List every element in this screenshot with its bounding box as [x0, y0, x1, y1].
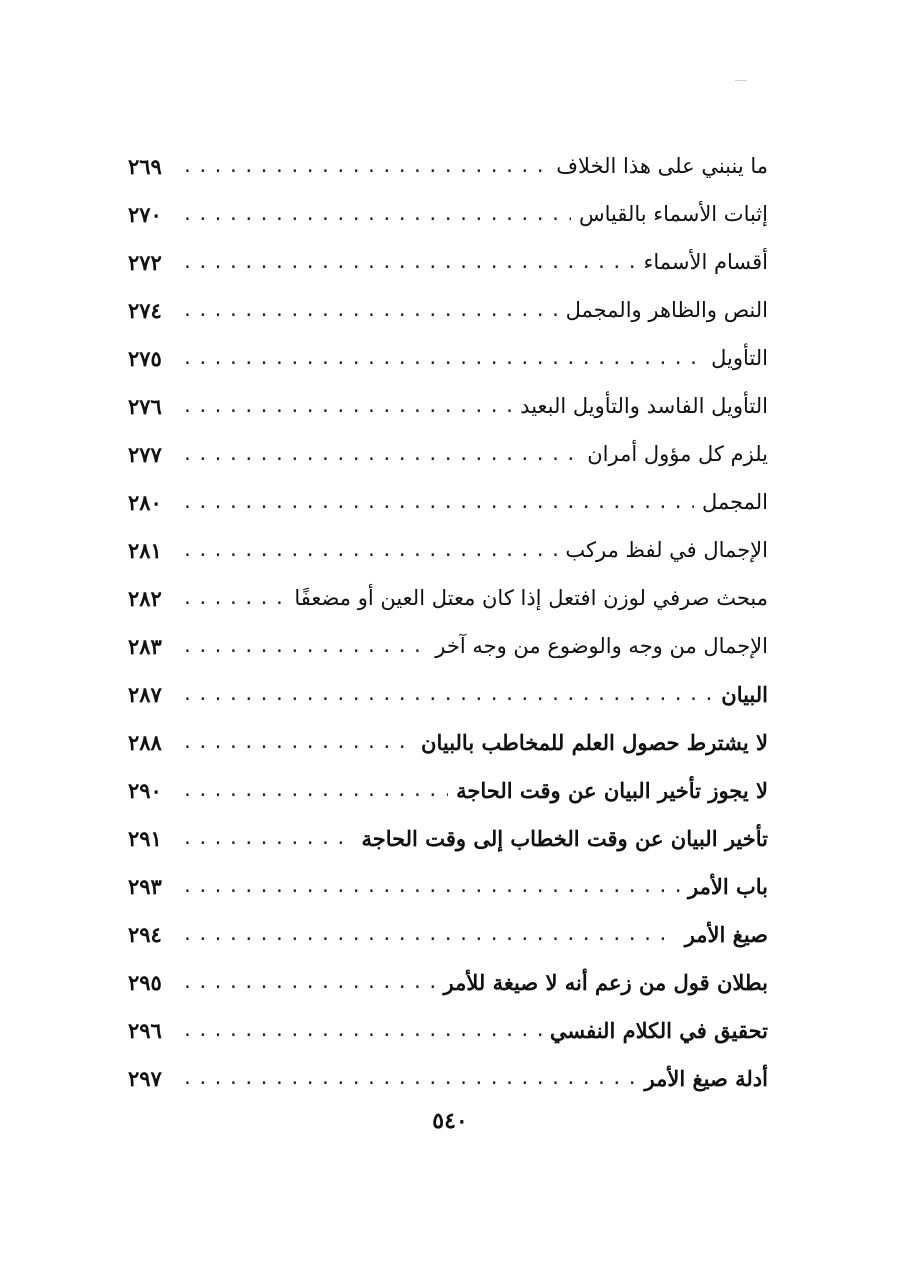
dot-leader: [182, 780, 448, 801]
toc-entry-title: تأخير البيان عن وقت الخطاب إلى وقت الحاجة: [361, 825, 768, 851]
dot-leader: [182, 444, 579, 465]
toc-page-number: ٢٧٢: [128, 249, 162, 275]
dot-leader: [182, 540, 557, 561]
toc-page-number: ٢٨٢: [128, 585, 162, 611]
toc-entry-title: النص والظاهر والمجمل: [565, 298, 768, 322]
dot-leader: [182, 156, 548, 177]
toc-row: [128, 574, 768, 622]
toc-entry-title: مبحث صرفي لوزن افتعل إذا كان معتل العين أو مضعفًا: [294, 586, 768, 610]
toc-row: [128, 958, 768, 1006]
toc-row: [128, 1006, 768, 1054]
dot-leader: [182, 684, 713, 705]
toc-entry-title: بطلان قول من زعم أنه لا صيغة للأمر: [443, 969, 768, 995]
dot-leader: [182, 1068, 637, 1089]
toc-page-number: ٢٩٣: [128, 873, 162, 899]
toc-entry-title: يلزم كل مؤول أمران: [587, 442, 768, 466]
toc-page-number: ٢٨٧: [128, 681, 162, 707]
toc-row: [128, 478, 768, 526]
dot-leader: [182, 300, 558, 321]
toc-entry-title: أدلة صيغ الأمر: [644, 1065, 768, 1091]
dot-leader: [182, 348, 703, 369]
dot-leader: [182, 204, 571, 225]
toc-entry-title: التأويل: [711, 346, 768, 370]
toc-page-number: ٢٨٣: [128, 633, 162, 659]
dot-leader: [182, 924, 677, 945]
toc-row: [128, 286, 768, 334]
scan-mark: [735, 80, 747, 81]
toc-entry-title: ما ينبني على هذا الخلاف: [556, 154, 768, 178]
dot-leader: [182, 1020, 542, 1041]
toc-row: [128, 142, 768, 190]
toc-page-number: ٢٨٠: [128, 489, 162, 515]
toc-row: [128, 190, 768, 238]
toc-page-number: ٢٧٠: [128, 201, 162, 227]
toc-page-number: ٢٧٥: [128, 345, 162, 371]
toc-row: [128, 814, 768, 862]
toc-row: [128, 718, 768, 766]
dot-leader: [182, 732, 413, 753]
toc-page-number: ٢٩٠: [128, 777, 162, 803]
toc-page-number: ٢٩٤: [128, 921, 162, 947]
toc-entry-title: باب الأمر: [688, 873, 768, 899]
toc-row: [128, 766, 768, 814]
dot-leader: [182, 972, 436, 993]
dot-leader: [182, 396, 512, 417]
toc-entry-title: التأويل الفاسد والتأويل البعيد: [520, 394, 768, 418]
dot-leader: [182, 252, 635, 273]
dot-leader: [182, 588, 286, 609]
toc-row: [128, 334, 768, 382]
toc-page-number: ٢٨١: [128, 537, 162, 563]
toc-entry-title: لا يجوز تأخير البيان عن وقت الحاجة: [456, 777, 768, 803]
toc-row: [128, 1054, 768, 1102]
toc-page-number: ٢٧٤: [128, 297, 162, 323]
toc-entry-title: الإجمال في لفظ مركب: [565, 538, 768, 562]
toc-row: [128, 430, 768, 478]
toc-entry-title: إثبات الأسماء بالقياس: [579, 202, 768, 226]
toc-row: [128, 622, 768, 670]
toc-entry-title: صيغ الأمر: [684, 921, 768, 947]
toc-entry-title: الإجمال من وجه والوضوع من وجه آخر: [435, 634, 768, 658]
dot-leader: [182, 492, 694, 513]
toc-entry-title: البيان: [721, 681, 768, 707]
page-number: ٥٤٠: [432, 1108, 468, 1134]
toc-row: [128, 238, 768, 286]
dot-leader: [182, 636, 427, 657]
toc-page-number: ٢٧٦: [128, 393, 162, 419]
toc-row: [128, 526, 768, 574]
toc-page-number: ٢٩١: [128, 825, 162, 851]
toc-row: [128, 862, 768, 910]
toc-row: [128, 910, 768, 958]
toc-entry-title: المجمل: [702, 490, 768, 514]
table-of-contents: [128, 142, 768, 1102]
dot-leader: [182, 828, 353, 849]
dot-leader: [182, 876, 680, 897]
toc-entry-title: أقسام الأسماء: [643, 250, 768, 274]
toc-page-number: ٢٦٩: [128, 153, 162, 179]
toc-row: [128, 382, 768, 430]
toc-page-number: ٢٩٥: [128, 969, 162, 995]
toc-row: [128, 670, 768, 718]
toc-page-number: ٢٩٧: [128, 1065, 162, 1091]
toc-entry-title: تحقيق في الكلام النفسي: [549, 1017, 768, 1043]
toc-page-number: ٢٨٨: [128, 729, 162, 755]
toc-entry-title: لا يشترط حصول العلم للمخاطب بالبيان: [421, 729, 768, 755]
toc-page-number: ٢٧٧: [128, 441, 162, 467]
toc-page-number: ٢٩٦: [128, 1017, 162, 1043]
